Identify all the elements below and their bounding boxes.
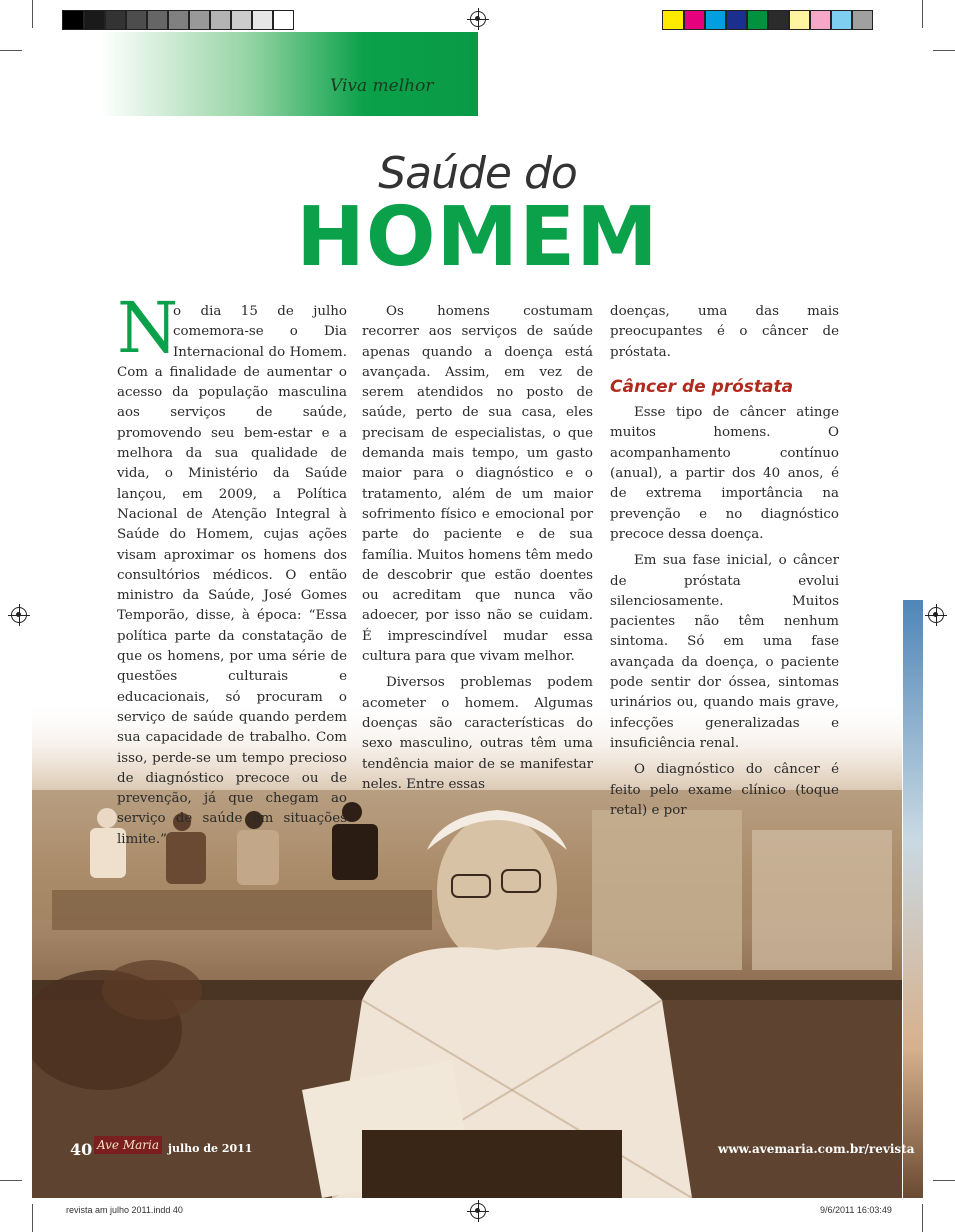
gray-swatch bbox=[62, 10, 84, 30]
color-swatch bbox=[789, 10, 810, 30]
color-swatch bbox=[705, 10, 726, 30]
section-header-band bbox=[100, 32, 478, 116]
gray-swatch bbox=[189, 10, 210, 30]
color-swatch bbox=[747, 10, 768, 30]
gray-swatch bbox=[252, 10, 273, 30]
subheading: Câncer de próstata bbox=[610, 376, 794, 397]
article-column-1 bbox=[117, 302, 347, 850]
article-paragraph: Em sua fase inicial, o câncer de próstata evolui silenciosamente. Muitos pacientes não têm nenhum sintoma. Só em uma fase avançada da doença, o paciente pode sentir dor óssea, sintomas urinários ou, quando mais grave, infecções generalizadas e insuficiência renal. bbox=[610, 553, 839, 751]
color-swatch bbox=[768, 10, 789, 30]
drop-cap: N bbox=[117, 287, 179, 369]
gray-swatch bbox=[210, 10, 231, 30]
color-swatch bbox=[684, 10, 705, 30]
gray-swatch bbox=[231, 10, 252, 30]
registration-mark-icon bbox=[470, 11, 486, 27]
color-swatch bbox=[662, 10, 684, 30]
title-line-2: HOMEM bbox=[296, 190, 659, 285]
title-line-1: Saúde do bbox=[378, 148, 577, 199]
magazine-logo: Ave Maria bbox=[94, 1136, 162, 1154]
crop-mark bbox=[0, 1180, 22, 1181]
registration-mark-icon bbox=[928, 607, 944, 623]
page-number: 40 bbox=[70, 1140, 93, 1159]
gray-swatch bbox=[273, 10, 294, 30]
article-paragraph: Diversos problemas podem acometer o homem. Algumas doenças são características do sexo masculino, outras têm uma tendência maior de se manifestar neles. Entre essas bbox=[362, 675, 593, 792]
color-swatch bbox=[831, 10, 852, 30]
article-text: o dia 15 de julho comemora-se o Dia Internacional do Homem. Com a finalidade de aumentar o acesso da população masculina aos serviços de saúde, promovendo seu bem-estar e a melhora da sua qualidade de vida, o Ministério da Saúde lançou, em 2009, a Política Nacional de Atenção Integral à Saúde do Homem, cujas ações visam aproximar os homens dos consultórios médicos. O então ministro da Saúde, José Gomes Temporão, disse, à época: “Essa política parte da constatação de que os homens, por uma série de questões culturais e educacionais, só procuram o serviço de saúde quando perdem sua capacidade de trabalho. Com isso, perde-se um tempo precioso de diagnóstico precoce ou de prevenção, já que chegam ao serviço de saúde em situações limite.” bbox=[117, 304, 347, 847]
issue-date: julho de 2011 bbox=[168, 1142, 253, 1155]
article-column-3 bbox=[610, 302, 839, 821]
slug-timestamp: 9/6/2011 16:03:49 bbox=[820, 1205, 892, 1215]
article-paragraph: Os homens costumam recorrer aos serviços de saúde apenas quando a doença está avançada. Assim, em vez de serem atendidos no posto de saúde, perto de sua casa, eles precisam de especialistas, o que demanda mais tempo, um gasto maior para o diagnóstico e o tratamento, além de um maior sofrimento físico e emocional por parte do paciente e de sua família. Muitos homens têm medo de descobrir que estão doentes ou acreditam que nunca vão adoecer, por isso não se cuidam. É imprescindível mudar essa cultura para que vivam melhor. bbox=[362, 304, 593, 665]
color-swatch bbox=[810, 10, 831, 30]
crop-mark bbox=[922, 0, 923, 28]
article-paragraph: O diagnóstico do câncer é feito pelo exame clínico (toque retal) e por bbox=[610, 762, 839, 818]
color-swatch bbox=[852, 10, 873, 30]
registration-mark-icon bbox=[470, 1203, 486, 1219]
crop-mark bbox=[933, 50, 955, 51]
adjacent-page-photo bbox=[903, 600, 923, 1198]
article-paragraph: doenças, uma das mais preocupantes é o câncer de próstata. bbox=[610, 304, 839, 360]
gray-swatch bbox=[105, 10, 126, 30]
crop-mark bbox=[933, 1180, 955, 1181]
crop-mark bbox=[32, 1204, 33, 1232]
crop-mark bbox=[922, 1204, 923, 1232]
gray-swatch bbox=[84, 10, 105, 30]
slug-file: revista am julho 2011.indd 40 bbox=[66, 1205, 183, 1215]
gray-swatch bbox=[168, 10, 189, 30]
footer-url[interactable]: www.avemaria.com.br/revista bbox=[718, 1142, 915, 1156]
gray-swatch bbox=[126, 10, 147, 30]
article-paragraph bbox=[117, 302, 347, 850]
gray-swatch bbox=[147, 10, 168, 30]
color-swatch bbox=[726, 10, 747, 30]
article-column-2 bbox=[362, 302, 593, 795]
registration-mark-icon bbox=[11, 607, 27, 623]
drop-cap-space bbox=[117, 302, 173, 360]
crop-mark bbox=[0, 50, 22, 51]
article-paragraph: Esse tipo de câncer atinge muitos homens. O acompanhamento contínuo (anual), a partir dos 40 anos, é de extrema importância na prevenção e no diagnóstico precoce dessa doença. bbox=[610, 405, 839, 542]
section-label: Viva melhor bbox=[330, 76, 434, 96]
crop-mark bbox=[32, 0, 33, 28]
